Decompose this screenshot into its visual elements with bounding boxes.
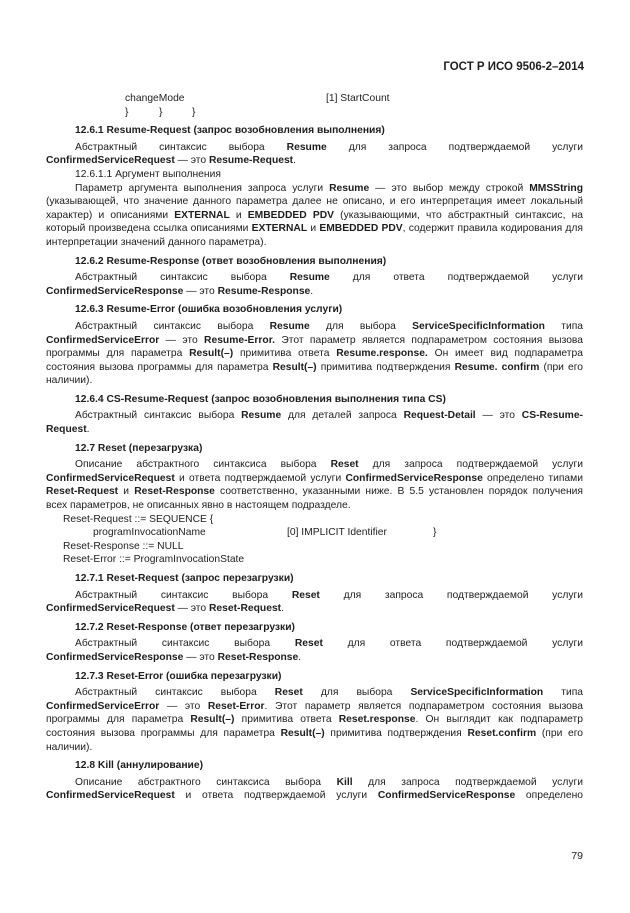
page-number: 79 [571, 850, 583, 862]
paragraph: Абстрактный синтаксис выбора Reset для ответа подтверждаемой услуги [75, 638, 583, 650]
code-brace: } [433, 527, 437, 539]
section-heading: 12.7 Reset (перезагрузка) [75, 442, 203, 454]
code-line [46, 106, 583, 120]
section-heading: 12.6.2 Resume-Response (ответ возобновления выполнения) [75, 255, 387, 267]
code-line [46, 92, 583, 106]
code-brace: } [125, 106, 129, 118]
code-line [46, 540, 583, 554]
paragraph: Абстрактный синтаксис выбора Resume для ответа подтверждаемой услуги [75, 272, 583, 284]
code-text: Reset-Request ::= SEQUENCE { [63, 513, 214, 525]
paragraph: ConfirmedServiceResponse — это Reset-Response. [46, 651, 302, 663]
section-heading: 12.8 Kill (аннулирование) [75, 760, 204, 772]
code-line [46, 513, 583, 527]
standard-header: ГОСТ Р ИСО 9506-2–2014 [443, 61, 584, 73]
paragraph: Абстрактный синтаксис выбора Reset для запроса подтверждаемой услуги [75, 589, 584, 601]
section-heading: 12.6.4 CS-Resume-Request (запрос возобновления выполнения типа CS) [75, 393, 446, 405]
paragraph: Абстрактный синтаксис выбора Resume для запроса подтверждаемой услуги [75, 141, 583, 153]
paragraph: Абстрактный синтаксис выбора Resume для деталей запроса Request-Detail — это CS-Resume-Request. [46, 410, 583, 436]
section-heading: 12.7.1 Reset-Request (запрос перезагрузки) [75, 573, 294, 584]
section-heading: 12.6.3 Resume-Error (ошибка возобновления услуги) [75, 304, 343, 316]
section-heading: 12.6.1 Resume-Request (запрос возобновления выполнения) [75, 125, 385, 137]
code-line [46, 553, 583, 567]
code-brace: } [159, 106, 163, 118]
code-text: Reset-Response ::= NULL [63, 540, 184, 552]
code-text: programInvocationName [93, 527, 206, 539]
subsection-label: 12.6.1.1 Аргумент выполнения [75, 168, 221, 180]
section-heading: 12.7.2 Reset-Response (ответ перезагрузки) [75, 621, 295, 633]
code-brace: } [192, 106, 196, 118]
code-text: changeMode [125, 93, 185, 104]
code-text: Reset-Error ::= ProgramInvocationState [63, 554, 245, 566]
page-content [46, 92, 583, 803]
paragraph: ConfirmedServiceRequest — это Reset-Request. [46, 603, 284, 615]
paragraph: Описание абстрактного синтаксиса выбора Reset для запроса подтверждаемой услуги ConfirmedServiceRequest и ответа подтверждаемой услуги ConfirmedServiceResponse определено типами Reset-Request и Reset-Response соответственно, указанными ниже. В 5.5 установлен порядок получения всех параметров, не описанных явно в настоящем подразделе. [46, 459, 583, 512]
code-text: [0] IMPLICIT Identifier [287, 527, 387, 539]
section-heading: 12.7.3 Reset-Error (ошибка перезагрузки) [75, 670, 282, 682]
paragraph: ConfirmedServiceRequest — это Resume-Request. [46, 155, 296, 167]
code-text: [1] StartCount [326, 93, 390, 104]
paragraph: Абстрактный синтаксис выбора Reset для выбора ServiceSpecificInformation типа ConfirmedServiceError — это Reset-Error. Этот параметр является подпараметром состояния вызова программы для параметра Result(–) примитива ответа Reset.response. Он выглядит как подпараметр состояния вызова программы для параметра Result(–) примитива подтверждения Reset.confirm (при его наличии). [46, 687, 584, 753]
paragraph: Абстрактный синтаксис выбора Resume для выбора ServiceSpecificInformation типа ConfirmedServiceError — это Resume-Error. Этот параметр является подпараметром состояния вызова программы для параметра Result(–) примитива ответа Resume.response. Он имеет вид подпараметра состояния вызова программы для параметра Result(–) примитива подтверждения Resume. confirm (при его наличии). [46, 320, 584, 387]
code-line [46, 526, 583, 540]
paragraph: ConfirmedServiceResponse — это Resume-Response. [46, 285, 314, 297]
paragraph: Параметр аргумента выполнения запроса услуги Resume — это выбор между строкой MMSString (указывающей, что значение данного параметра далее не описано, и его интерпретация имеет локальный характер) и описаниями EXTERNAL и EMBEDDED PDV (указывающими, что абстрактный синтаксис, на который произведена ссылка описаниями EXTERNAL и EMBEDDED PDV, содержит правила кодирования для интерпретации значений данного параметра). [46, 182, 583, 248]
paragraph: Описание абстрактного синтаксиса выбора Kill для запроса подтверждаемой услуги ConfirmedServiceRequest и ответа подтверждаемой услуги ConfirmedServiceResponse определено [46, 776, 583, 802]
